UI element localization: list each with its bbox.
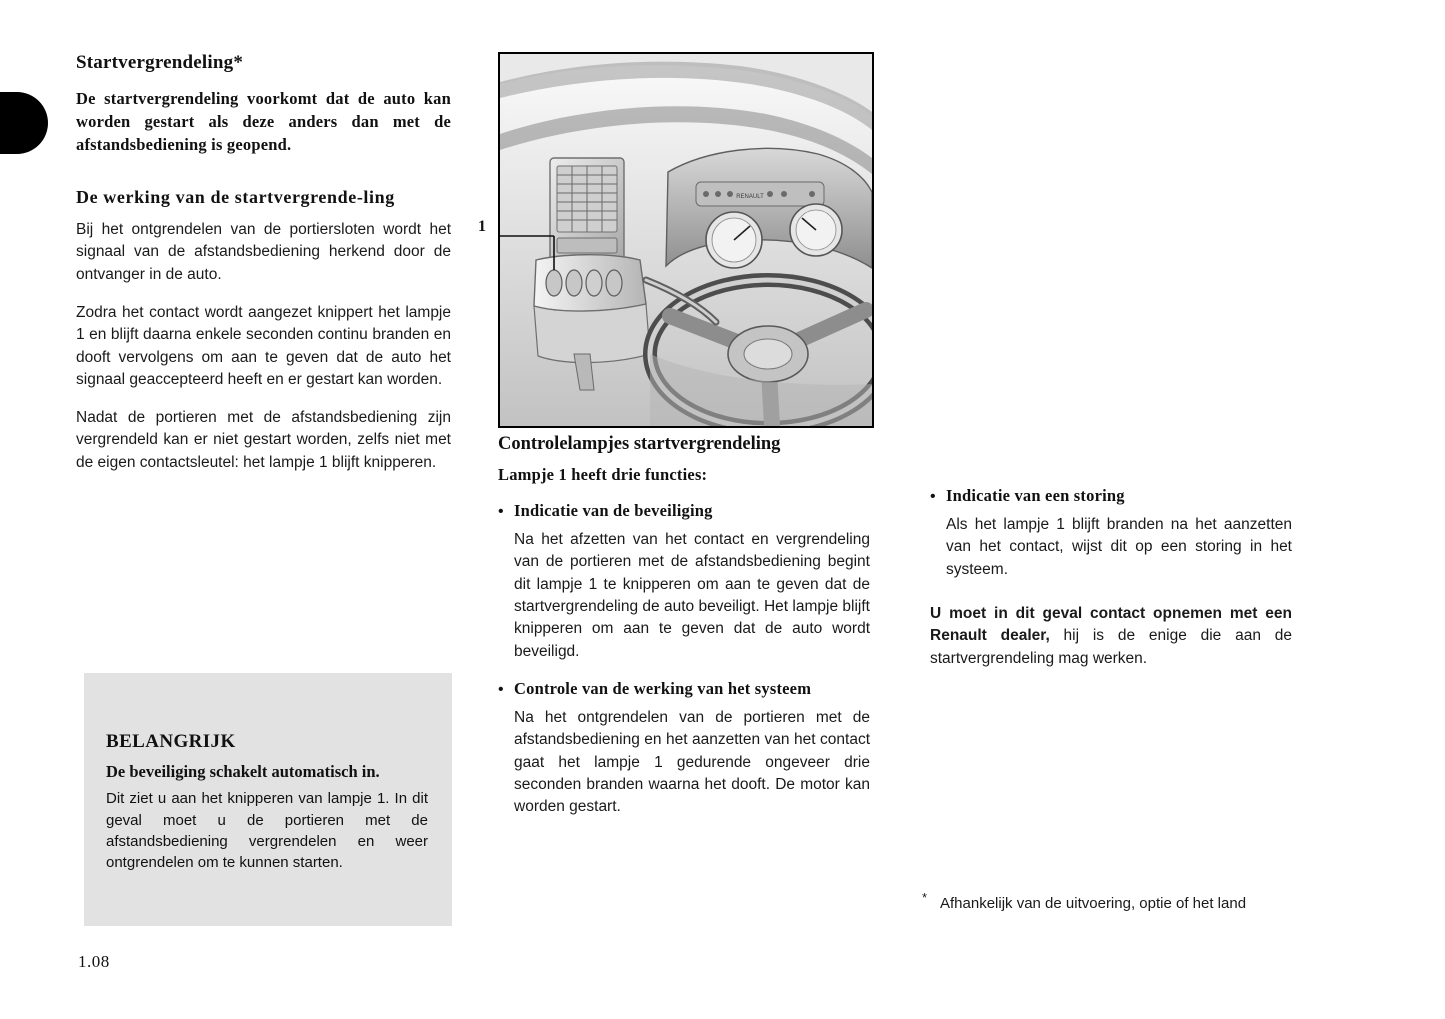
bullet-heading-security: Indicatie van de beveiliging (514, 501, 713, 520)
body-paragraph-3: Nadat de portieren met de afstandsbediening zijn vergrendeld kan er niet gestart worden, zelfs niet met de eigen contactsleutel: het lampje 1 blijft knipperen. (76, 409, 451, 471)
section-heading-indicator-lamps: Controlelampjes startvergrendeling (498, 434, 781, 454)
column-left (76, 52, 451, 490)
dealer-warning (930, 603, 1292, 670)
column-middle (498, 434, 870, 818)
intro-paragraph: De startvergrendeling voorkomt dat de auto kan worden gestart als deze anders dan met de afstandsbediening is geopend. (76, 89, 451, 154)
page-title: Startvergrendeling* (76, 52, 244, 73)
important-notice-text: Dit ziet u aan het knipperen van lampje 1. In dit geval moet u de portieren met de afstandsbediening vergrendelen en weer ontgrendelen om te kunnen starten. (106, 790, 428, 872)
dealer-warning-rest: hij is de enige die aan de startvergrendeling mag werken. (930, 627, 1292, 667)
bullet-text-security: Na het afzetten van het contact en vergrendeling van de portieren met de afstandsbediening begint dit lampje 1 te knipperen om aan te geven dat de startvergrendeling de auto beveiligt. Het lampje blijft knipperen om aan te geven dat de auto wordt beveiligd. (514, 531, 870, 660)
column-right (930, 486, 1292, 686)
body-paragraph-2: Zodra het contact wordt aangezet knippert het lampje 1 en blijft daarna enkele seconden continu branden en dooft vervolgens om aan te geven dat de auto het signaal geaccepteerd heeft en er gestart kan worden. (76, 303, 451, 388)
bullet-dot-icon: • (930, 488, 936, 505)
bullet-dot-icon: • (498, 680, 504, 698)
important-notice-box (84, 673, 452, 926)
footnote-marker: * (922, 890, 928, 905)
figure-callout-1: 1 (478, 218, 486, 235)
body-paragraph-1: Bij het ontgrendelen van de portiersloten wordt het signaal van de afstandsbediening herkend door de ontvanger in de auto. (76, 220, 451, 283)
bullet-dot-icon: • (498, 503, 504, 520)
footnote (922, 890, 1292, 914)
dealer-warning-bold: U moet in dit geval contact opnemen met een Renault dealer, (930, 604, 1292, 645)
bullet-item-security (498, 501, 870, 663)
important-notice-title: BELANGRIJK (106, 731, 236, 752)
bullet-text-fault: Als het lampje 1 blijft branden na het aanzetten van het contact, wijst dit op een storing in het systeem. (946, 516, 1292, 578)
bullet-item-system-check (498, 679, 870, 819)
chapter-edge-tab (0, 92, 48, 154)
bullet-text-system-check: Na het ontgrendelen van de portieren met de afstandsbediening en het aanzetten van het contact gaat het lampje 1 gedurende ongeveer drie seconden branden waarna het dooft. De motor kan worden gestart. (514, 708, 870, 816)
bullet-heading-system-check: Controle van de werking van het systeem (514, 678, 812, 698)
section-heading-working: De werking van de startvergrende-ling (76, 187, 395, 208)
footnote-text: Afhankelijk van de uitvoering, optie of het land (940, 895, 1247, 912)
dashboard-drawing (500, 54, 872, 426)
section-subheading-three-functions: Lampje 1 heeft drie functies: (498, 465, 708, 484)
brand-label: RENAULT (736, 194, 764, 200)
dashboard-illustration (498, 52, 874, 428)
page-number: 1.08 (78, 952, 110, 971)
bullet-heading-fault: Indicatie van een storing (946, 486, 1125, 505)
important-notice-subtitle: De beveiliging schakelt automatisch in. (106, 762, 380, 781)
bullet-item-fault (930, 486, 1292, 581)
